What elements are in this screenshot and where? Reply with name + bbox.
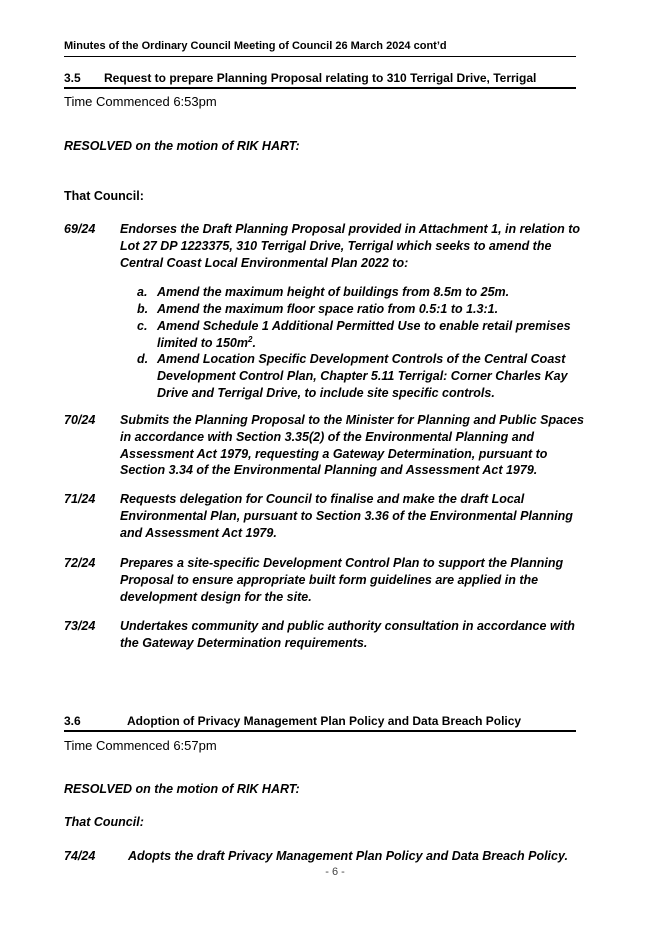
sub-item-text bbox=[157, 318, 577, 352]
sub-item-text: Amend the maximum floor space ratio from 0.5:1 to 1.3:1. bbox=[157, 302, 499, 316]
page-number: - 6 - bbox=[325, 866, 345, 878]
sub-item-text-main: Amend Schedule 1 Additional Permitted Use to enable retail premises limited to 150m bbox=[157, 319, 571, 350]
resolution-text: Undertakes community and public authority consultation in accordance with the Gateway Determination requirements. bbox=[120, 619, 575, 650]
time-commenced: Time Commenced 6:53pm bbox=[64, 94, 217, 109]
section-heading-3-6 bbox=[64, 714, 576, 732]
resolution-number: 73/24 bbox=[64, 619, 96, 633]
resolution-text: Prepares a site-specific Development Control Plan to support the Planning Proposal to ensure appropriate built form guidelines are applied in the development design for the site. bbox=[120, 556, 564, 604]
section-number: 3.6 bbox=[64, 714, 81, 728]
resolution-text: Adopts the draft Privacy Management Plan Policy and Data Breach Policy. bbox=[128, 849, 568, 863]
that-council: That Council: bbox=[64, 189, 144, 203]
resolved-motion: RESOLVED on the motion of RIK HART: bbox=[64, 782, 300, 796]
sub-item-letter: c. bbox=[137, 319, 148, 333]
section-title: Adoption of Privacy Management Plan Policy and Data Breach Policy bbox=[127, 714, 522, 728]
sub-item-text: Amend Location Specific Development Controls of the Central Coast Development Control Plan, Chapter 5.11 Terrigal: Corner Charles Kay Drive and Terrigal Drive, to include site specific controls. bbox=[157, 352, 568, 400]
page-header: Minutes of the Ordinary Council Meeting of Council 26 March 2024 cont’d bbox=[64, 40, 576, 57]
section-title: Request to prepare Planning Proposal relating to 310 Terrigal Drive, Terrigal bbox=[104, 71, 537, 85]
section-number: 3.5 bbox=[64, 71, 81, 85]
resolution-number: 70/24 bbox=[64, 413, 96, 427]
resolution-item bbox=[64, 412, 584, 479]
time-commenced: Time Commenced 6:57pm bbox=[64, 738, 217, 753]
resolution-item bbox=[64, 848, 584, 865]
resolved-motion: RESOLVED on the motion of RIK HART: bbox=[64, 139, 300, 153]
section-heading-3-5 bbox=[64, 71, 576, 89]
sub-item bbox=[137, 301, 577, 318]
resolution-item bbox=[64, 618, 584, 652]
resolution-number: 69/24 bbox=[64, 222, 96, 236]
resolution-number: 74/24 bbox=[64, 849, 96, 863]
resolution-item bbox=[64, 555, 584, 605]
sub-item bbox=[137, 351, 577, 401]
resolution-text: Submits the Planning Proposal to the Minister for Planning and Public Spaces in accordance with Section 3.35(2) of the Environmental Planning and Assessment Act 1979, requesting a Gateway Determination, pursuant to Section 3.34 of the Environmental Planning and Assessment Act 1979. bbox=[120, 413, 584, 478]
superscript: 2 bbox=[248, 334, 253, 344]
sub-item-letter: d. bbox=[137, 352, 149, 366]
that-council: That Council: bbox=[64, 815, 144, 829]
resolution-text: Endorses the Draft Planning Proposal provided in Attachment 1, in relation to Lot 27 DP 1223375, 310 Terrigal Drive, Terrigal which seeks to amend the Central Coast Local Environmental Plan 2022 to: bbox=[120, 222, 581, 270]
sub-item-text: Amend the maximum height of buildings from 8.5m to 25m. bbox=[157, 285, 510, 299]
resolution-text: Requests delegation for Council to finalise and make the draft Local Environmental Plan, pursuant to Section 3.36 of the Environmental Planning and Assessment Act 1979. bbox=[120, 492, 573, 540]
sub-item bbox=[137, 318, 577, 352]
sub-item-letter: b. bbox=[137, 302, 149, 316]
resolution-number: 72/24 bbox=[64, 556, 96, 570]
resolution-number: 71/24 bbox=[64, 492, 96, 506]
resolution-item bbox=[64, 491, 584, 541]
resolution-item bbox=[64, 221, 584, 271]
sub-item-letter: a. bbox=[137, 285, 148, 299]
sub-item bbox=[137, 284, 577, 301]
sub-item-text-tail: . bbox=[252, 335, 256, 350]
